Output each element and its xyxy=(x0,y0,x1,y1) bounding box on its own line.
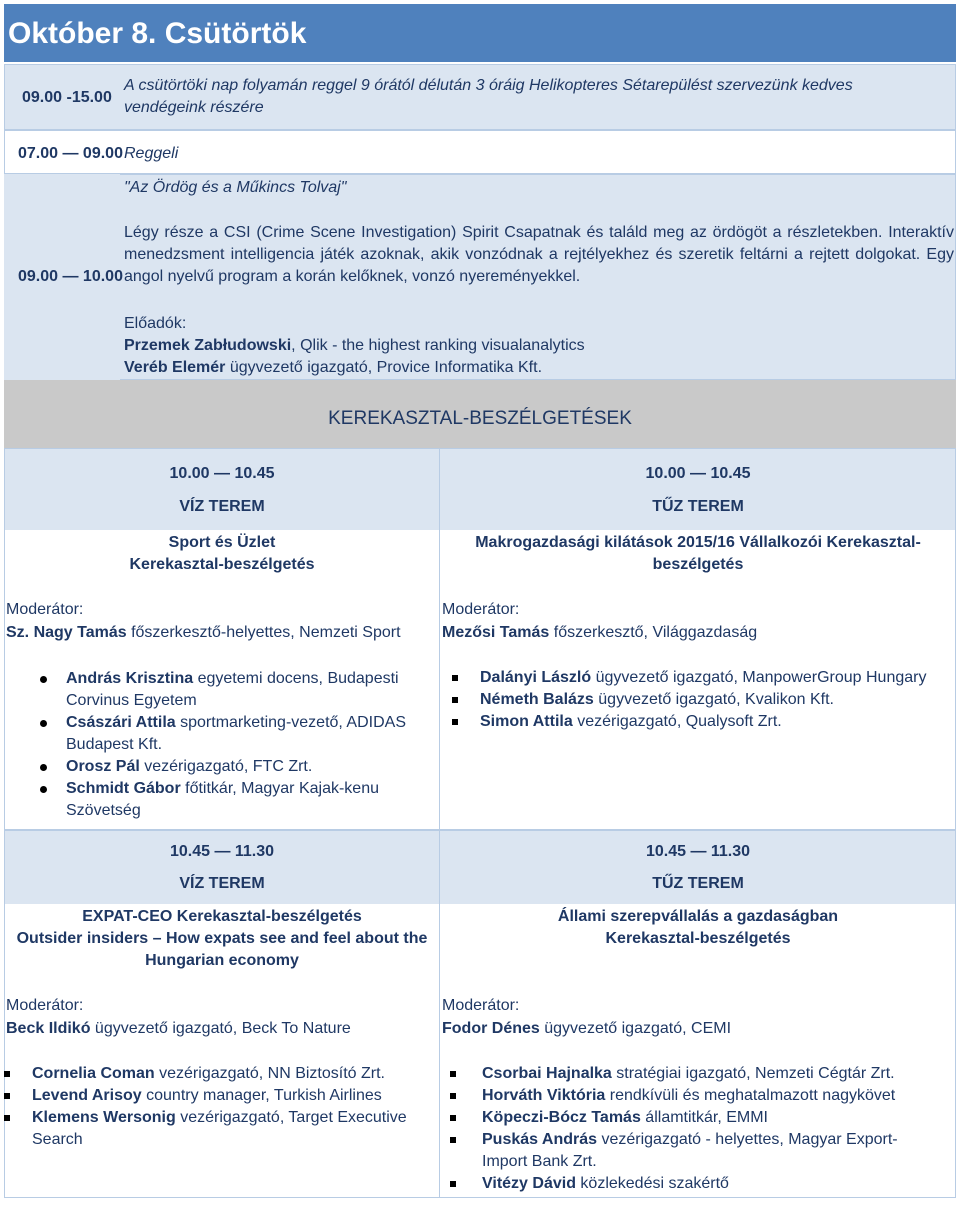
day-title: Október 8. Csütörtök xyxy=(8,17,307,50)
block2-left-time: 10.45 — 11.30 xyxy=(169,843,275,860)
list-item: Dalányi László ügyvezető igazgató, ManpowerGroup Hungary xyxy=(442,667,954,689)
list-item: Horváth Viktória rendkívüli és meghatalmazott nagykövet xyxy=(440,1085,940,1107)
list-item: Schmidt Gábor főtitkár, Magyar Kajak-kenu Szövetség xyxy=(6,778,426,822)
block2-left-title: EXPAT-CEO Kerekasztal-beszélgetés Outsider insiders – How expats see and feel about the Hungarian economy xyxy=(16,908,428,969)
flight-text: A csütörtöki nap folyamán reggel 9 órától délután 3 óráig Helikopteres Sétarepülést szervezünk kedves vendégeink részére xyxy=(124,77,853,116)
block2-right-moderator-label: Moderátor: xyxy=(442,997,520,1014)
breakfast-time: 07.00 — 09.00 xyxy=(18,145,123,162)
block1-right-moderator: Mezősi Tamás főszerkesztő, Világgazdaság xyxy=(442,624,758,641)
list-item: Puskás András vezérigazgató - helyettes, Magyar Export-Import Bank Zrt. xyxy=(440,1129,940,1173)
block1-left-moderator: Sz. Nagy Tamás főszerkesztő-helyettes, Nemzeti Sport xyxy=(6,624,401,641)
block2-left-moderator-label: Moderátor: xyxy=(6,997,84,1014)
block1-right-room: TŰZ TEREM xyxy=(652,498,744,515)
list-item: András Krisztina egyetemi docens, Budapesti Corvinus Egyetem xyxy=(6,668,426,712)
block1-left-panelists xyxy=(6,668,426,822)
breakfast-label: Reggeli xyxy=(124,145,179,162)
speaker-2: Veréb Elemér ügyvezető igazgató, Provice Informatika Kft. xyxy=(124,359,543,376)
block2-right-moderator: Fodor Dénes ügyvezető igazgató, CEMI xyxy=(442,1020,732,1037)
block1-left-title: Sport és Üzlet Kerekasztal-beszélgetés xyxy=(129,534,315,573)
block1-right-title: Makrogazdasági kilátások 2015/16 Vállalkozói Kerekasztal- beszélgetés xyxy=(475,534,921,573)
list-item: Vitézy Dávid közlekedési szakértő xyxy=(440,1173,940,1195)
block2-left-moderator: Beck Ildikó ügyvezető igazgató, Beck To Nature xyxy=(6,1020,351,1037)
roundtables-heading: KEREKASZTAL-BESZÉLGETÉSEK xyxy=(328,408,632,429)
block1-left-room: VÍZ TEREM xyxy=(179,498,265,515)
block2-left-room: VÍZ TEREM xyxy=(179,875,265,892)
block2-right-time: 10.45 — 11.30 xyxy=(645,843,751,860)
list-item: Simon Attila vezérigazgató, Qualysoft Zrt. xyxy=(442,711,954,733)
list-item: Cornelia Coman vezérigazgató, NN Biztosító Zrt. xyxy=(0,1063,424,1085)
block2-left-panelists xyxy=(0,1063,424,1151)
list-item: Köpeczi-Bócz Tamás államtitkár, EMMI xyxy=(440,1107,940,1129)
speakers-label: Előadók: xyxy=(124,315,187,332)
block1-right-panelists xyxy=(442,667,954,733)
block2-right-panelists xyxy=(440,1063,940,1195)
block1-right-moderator-label: Moderátor: xyxy=(442,601,520,618)
list-item: Németh Balázs ügyvezető igazgató, Kvalikon Kft. xyxy=(442,689,954,711)
block2-right-room: TŰZ TEREM xyxy=(652,875,744,892)
list-item: Levend Arisoy country manager, Turkish Airlines xyxy=(0,1085,424,1107)
session-description: Légy része a CSI (Crime Scene Investigation) Spirit Csapatnak és találd meg az ördögöt a részletekben. Interaktív menedzsment intelligencia játék azoknak, akik vonzódnak a rejtélyekhez és szeretik feltárni a rejtett dolgokat. Egy angol nyelvű program a korán kelőknek, vonzó nyereményekkel. xyxy=(124,224,954,285)
list-item: Klemens Wersonig vezérigazgató, Target Executive Search xyxy=(0,1107,424,1151)
list-item: Császári Attila sportmarketing-vezető, ADIDAS Budapest Kft. xyxy=(6,712,426,756)
block1-left-moderator-label: Moderátor: xyxy=(6,601,84,618)
block1-left-time: 10.00 — 10.45 xyxy=(169,465,275,482)
speaker-1: Przemek Zabłudowski, Qlik - the highest ranking visualanalytics xyxy=(124,337,585,354)
list-item: Csorbai Hajnalka stratégiai igazgató, Nemzeti Cégtár Zrt. xyxy=(440,1063,940,1085)
list-item: Orosz Pál vezérigazgató, FTC Zrt. xyxy=(6,756,426,778)
block1-right-time: 10.00 — 10.45 xyxy=(645,465,751,482)
session-time: 09.00 — 10.00 xyxy=(18,268,123,285)
day-title-bar xyxy=(4,4,956,62)
flight-time: 09.00 -15.00 xyxy=(22,89,112,106)
block2-right-title: Állami szerepvállalás a gazdaságban Kerekasztal-beszélgetés xyxy=(557,908,839,947)
session-title: "Az Ördög és a Műkincs Tolvaj" xyxy=(124,179,347,196)
